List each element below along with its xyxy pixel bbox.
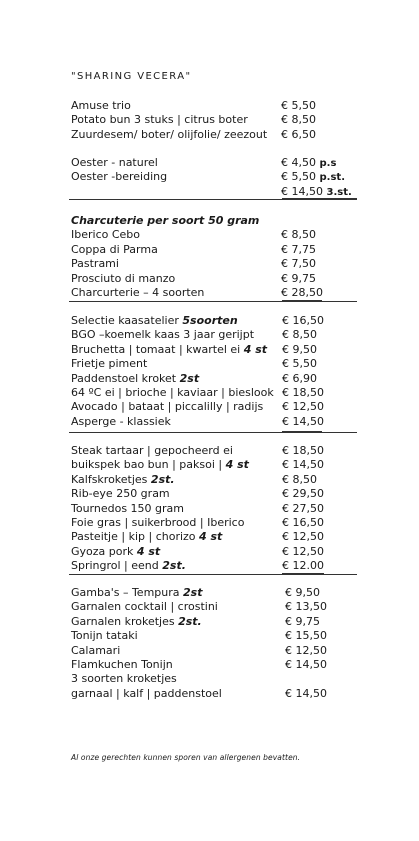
menu-item-price: € 8,50 xyxy=(281,113,316,127)
menu-item-quantity: 2st xyxy=(179,371,200,385)
menu-item xyxy=(71,502,356,516)
menu-item-price: € 12.00 xyxy=(282,559,324,573)
menu-item-price: € 15,50 xyxy=(285,629,327,643)
menu-item-price: € 7,75 xyxy=(281,242,316,256)
section-divider xyxy=(69,301,357,302)
menu-title: "SHARING VECERA" xyxy=(71,71,192,82)
menu-item xyxy=(71,600,356,614)
menu-item-name: Flamkuchen Tonijn xyxy=(71,657,173,671)
menu-item-name: 64 ºC ei | brioche | kaviaar | bieslook xyxy=(71,385,274,399)
menu-item-name: Tonijn tataki xyxy=(71,629,138,643)
menu-item xyxy=(71,272,356,286)
menu-item-price: € 8,50 xyxy=(282,328,317,342)
menu-item-price: € 14,50 xyxy=(282,414,324,428)
menu-item-quantity: 4 st xyxy=(243,342,268,356)
menu-item-price: € 5,50 p.st. xyxy=(281,170,345,184)
menu-item-price: € 16,50 xyxy=(282,314,324,327)
menu-item xyxy=(71,243,356,257)
menu-item-price: € 12,50 xyxy=(282,544,324,558)
menu-item-name: Frietje piment xyxy=(71,357,148,371)
menu-item-price: € 16,50 xyxy=(282,515,324,529)
menu-item xyxy=(71,658,356,672)
menu-item-price: € 7,50 xyxy=(281,257,316,271)
menu-item xyxy=(71,185,356,199)
menu-item-price: € 28,50 xyxy=(281,285,323,299)
menu-item-name: Foie gras | suikerbrood | Iberico xyxy=(71,515,245,529)
menu-item xyxy=(71,644,356,658)
menu-item-name: Gyoza pork 4 st xyxy=(71,544,161,558)
menu-item-quantity: 2st. xyxy=(178,614,202,628)
menu-section xyxy=(71,586,356,701)
menu-item-name: Potato bun 3 stuks | citrus boter xyxy=(71,113,248,127)
menu-item-name: Prosciuto di manzo xyxy=(71,271,176,285)
menu-section xyxy=(71,156,356,199)
menu-item-quantity: 4 st xyxy=(199,530,223,544)
menu-item-price: € 9,50 xyxy=(282,342,317,356)
menu-section xyxy=(71,314,356,429)
menu-item-price: € 13,50 xyxy=(285,600,327,614)
price-unit: p.st. xyxy=(319,172,345,184)
menu-item xyxy=(71,473,356,487)
price-unit: 3.st. xyxy=(326,186,352,198)
menu-item xyxy=(71,487,356,501)
menu-item-quantity: 4 st xyxy=(136,544,161,558)
menu-item-name: Bruchetta | tomaat | kwartel ei 4 st xyxy=(71,342,268,356)
menu-item xyxy=(71,386,356,400)
menu-item-name: Pasteitje | kip | chorizo 4 st xyxy=(71,530,223,544)
menu-section xyxy=(71,214,356,300)
menu-item-price: € 5,50 xyxy=(282,357,317,371)
menu-item xyxy=(71,343,356,357)
menu-item-price: € 9,75 xyxy=(281,271,316,285)
menu-item-quantity: 2st xyxy=(183,586,203,599)
menu-item-name: Garnalen cocktail | crostini xyxy=(71,600,218,614)
menu-item-price: € 14,50 3.st. xyxy=(281,184,352,198)
menu-item-price: € 14,50 xyxy=(285,657,327,671)
menu-item xyxy=(71,444,356,458)
menu-item-name: Charcurterie – 4 soorten xyxy=(71,285,205,299)
menu-item-price: € 12,50 xyxy=(285,643,327,657)
menu-item-price: € 29,50 xyxy=(282,487,324,501)
menu-item-name: buikspek bao bun | paksoi | 4 st xyxy=(71,458,249,472)
menu-item xyxy=(71,615,356,629)
menu-item xyxy=(71,257,356,271)
menu-item-price: € 12,50 xyxy=(282,400,324,414)
menu-item-quantity: 5soorten xyxy=(182,314,238,327)
menu-item xyxy=(71,672,356,686)
menu-item-name: Zuurdesem/ boter/ olijfolie/ zeezout xyxy=(71,127,268,141)
section-divider xyxy=(69,199,357,200)
menu-item-price: € 12,50 xyxy=(282,530,324,544)
menu-item-name: garnaal | kalf | paddenstoel xyxy=(71,686,222,700)
section-divider xyxy=(69,432,357,433)
menu-item-price: € 9,50 xyxy=(285,586,320,599)
menu-item-quantity: 4 st xyxy=(225,458,249,472)
menu-item xyxy=(71,415,356,429)
menu-section xyxy=(71,99,356,142)
menu-item-name: Asperge - klassiek xyxy=(71,414,171,428)
menu-item-price: € 6,90 xyxy=(282,371,317,385)
menu-item-name: Oester -bereiding xyxy=(71,170,168,184)
menu-item xyxy=(71,328,356,342)
menu-item xyxy=(71,357,356,371)
menu-item xyxy=(71,286,356,300)
menu-item-name: Avocado | bataat | piccalilly | radijs xyxy=(71,400,264,414)
section-divider xyxy=(69,574,357,575)
menu-item-name: Pastrami xyxy=(71,257,119,271)
price-underline xyxy=(282,573,324,574)
menu-item xyxy=(71,314,356,328)
menu-item-price: € 8,50 xyxy=(281,228,316,242)
menu-item-name: Rib-eye 250 gram xyxy=(71,487,170,501)
menu-item-price: € 5,50 xyxy=(281,99,316,112)
menu-item xyxy=(71,458,356,472)
menu-item xyxy=(71,530,356,544)
menu-item-name: Springrol | eend 2st. xyxy=(71,559,186,573)
menu-item xyxy=(71,372,356,386)
menu-item xyxy=(71,545,356,559)
menu-item-name: Kalfskroketjes 2st. xyxy=(71,472,175,486)
menu-item-name: Steak tartaar | gepocheerd ei xyxy=(71,444,233,457)
menu-item-name: Garnalen kroketjes 2st. xyxy=(71,614,202,628)
menu-item xyxy=(71,170,356,184)
menu-item-name: Amuse trio xyxy=(71,99,131,112)
menu-item xyxy=(71,516,356,530)
menu-item-name: Coppa di Parma xyxy=(71,242,158,256)
menu-item-name: Tournedos 150 gram xyxy=(71,501,185,515)
menu-section xyxy=(71,444,356,574)
menu-item-name: 3 soorten kroketjes xyxy=(71,672,177,686)
menu-item xyxy=(71,629,356,643)
menu-item-price: € 27,50 xyxy=(282,501,324,515)
price-underline xyxy=(282,198,357,199)
menu-item-price: € 4,50 p.s xyxy=(281,156,337,169)
menu-item-price: € 14,50 xyxy=(282,458,324,472)
section-heading: Charcuterie per soort 50 gram xyxy=(71,214,260,227)
menu-item xyxy=(71,99,356,113)
menu-item xyxy=(71,400,356,414)
menu-item-name: BGO –koemelk kaas 3 jaar gerijpt xyxy=(71,328,255,342)
menu-item xyxy=(71,559,356,573)
menu-item-quantity: 2st. xyxy=(150,472,175,486)
menu-item-price: € 18,50 xyxy=(282,385,324,399)
price-unit: p.s xyxy=(319,158,337,169)
menu-item xyxy=(71,128,356,142)
menu-item xyxy=(71,156,356,170)
price-underline xyxy=(282,431,322,432)
menu-item-name: Iberico Cebo xyxy=(71,228,141,242)
menu-item-name: Selectie kaasatelier 5soorten xyxy=(71,314,238,327)
menu-item-price: € 18,50 xyxy=(282,444,324,457)
price-underline xyxy=(282,300,322,301)
menu-item-name: Calamari xyxy=(71,643,121,657)
menu-item xyxy=(71,228,356,242)
menu-item-price: € 6,50 xyxy=(281,127,316,141)
menu-item-name: Gamba's – Tempura 2st xyxy=(71,586,203,599)
menu-item-price: € 8,50 xyxy=(282,472,317,486)
menu-item-quantity: 2st. xyxy=(162,559,186,573)
menu-item xyxy=(71,687,356,701)
menu-item-name: Paddenstoel kroket 2st xyxy=(71,371,200,385)
allergen-note: Al onze gerechten kunnen sporen van allergenen bevatten. xyxy=(71,753,301,762)
menu-item-price: € 14,50 xyxy=(285,686,327,700)
menu-item xyxy=(71,586,356,600)
menu-item-price: € 9,75 xyxy=(285,614,320,628)
menu-item-name: Oester - naturel xyxy=(71,156,158,169)
menu-item xyxy=(71,113,356,127)
